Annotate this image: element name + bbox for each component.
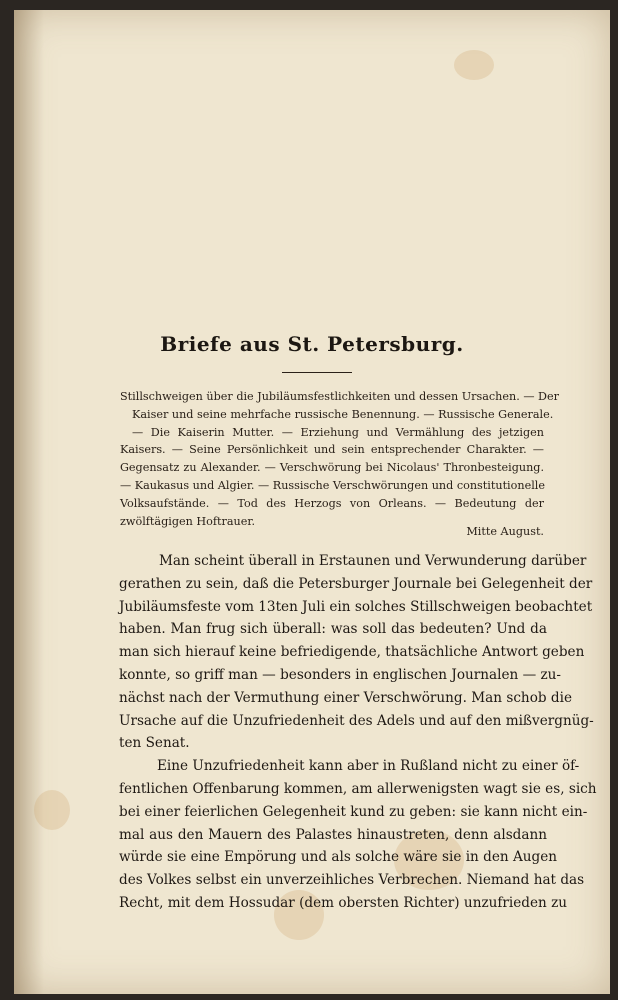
body-line: Eine Unzufriedenheit kann aber in Rußland nicht zu einer öf- bbox=[157, 758, 580, 775]
body-line: konnte, so griff man — besonders in englischen Journalen — zu- bbox=[119, 666, 562, 683]
summary-line: Stillschweigen über die Jubiläumsfestlichkeiten und dessen Ursachen. — Der bbox=[120, 390, 560, 403]
body-line: ten Senat. bbox=[119, 735, 190, 752]
book-page bbox=[14, 10, 610, 994]
dateline: Mitte August. bbox=[466, 525, 544, 538]
body-line: haben. Man frug sich überall: was soll das bedeuten? Und da bbox=[119, 621, 547, 638]
summary-line: Volksaufstände. — Tod des Herzogs von Orleans. — Bedeutung der bbox=[120, 496, 544, 510]
paper-stain bbox=[454, 50, 494, 80]
paper-stain bbox=[34, 790, 70, 830]
body-line: Recht, mit dem Hossudar (dem obersten Richter) unzufrieden zu bbox=[119, 894, 568, 911]
body-line: fentlichen Offenbarung kommen, am allerwenigsten wagt sie es, sich bbox=[119, 780, 597, 797]
article-body bbox=[119, 550, 597, 915]
body-line: Man scheint überall in Erstaunen und Verwunderung darüber bbox=[159, 553, 587, 569]
article-title: Briefe aus St. Petersburg. bbox=[160, 332, 464, 356]
body-line: man sich hierauf keine befriedigende, thatsächliche Antwort geben bbox=[119, 644, 585, 661]
summary-line: zwölftägigen Hoftrauer. bbox=[120, 514, 256, 528]
body-line: mal aus den Mauern des Palastes hinaustreten, denn alsdann bbox=[119, 826, 547, 843]
summary-line: Gegensatz zu Alexander. — Verschwörung bei Nicolaus' Thronbesteigung. bbox=[120, 461, 544, 475]
body-line: des Volkes selbst ein unverzeihliches Verbrechen. Niemand hat das bbox=[119, 872, 585, 889]
body-line: bei einer feierlichen Gelegenheit kund zu geben: sie kann nicht ein- bbox=[119, 803, 588, 820]
body-line: würde sie eine Empörung und als solche wäre sie in den Augen bbox=[119, 849, 558, 866]
title-divider bbox=[282, 372, 352, 373]
summary-line: — Kaukasus und Algier. — Russische Verschwörungen und constitutionelle bbox=[120, 478, 545, 492]
body-line: Ursache auf die Unzufriedenheit des Adels und auf den mißvergnüg- bbox=[119, 712, 594, 729]
summary-line: Kaisers. — Seine Persönlichkeit und sein entsprechender Charakter. — bbox=[120, 443, 544, 457]
body-line: Jubiläumsfeste vom 13ten Juli ein solches Stillschweigen beobachtet bbox=[119, 598, 593, 615]
body-line: nächst nach der Vermuthung einer Verschwörung. Man schob die bbox=[119, 689, 572, 706]
article-summary bbox=[120, 388, 560, 530]
body-line: gerathen zu sein, daß die Petersburger Journale bei Gelegenheit der bbox=[119, 575, 593, 592]
summary-line: — Die Kaiserin Mutter. — Erziehung und Vermählung des jetzigen bbox=[132, 425, 544, 439]
summary-line: Kaiser und seine mehrfache russische Benennung. — Russische Generale. bbox=[132, 407, 554, 421]
